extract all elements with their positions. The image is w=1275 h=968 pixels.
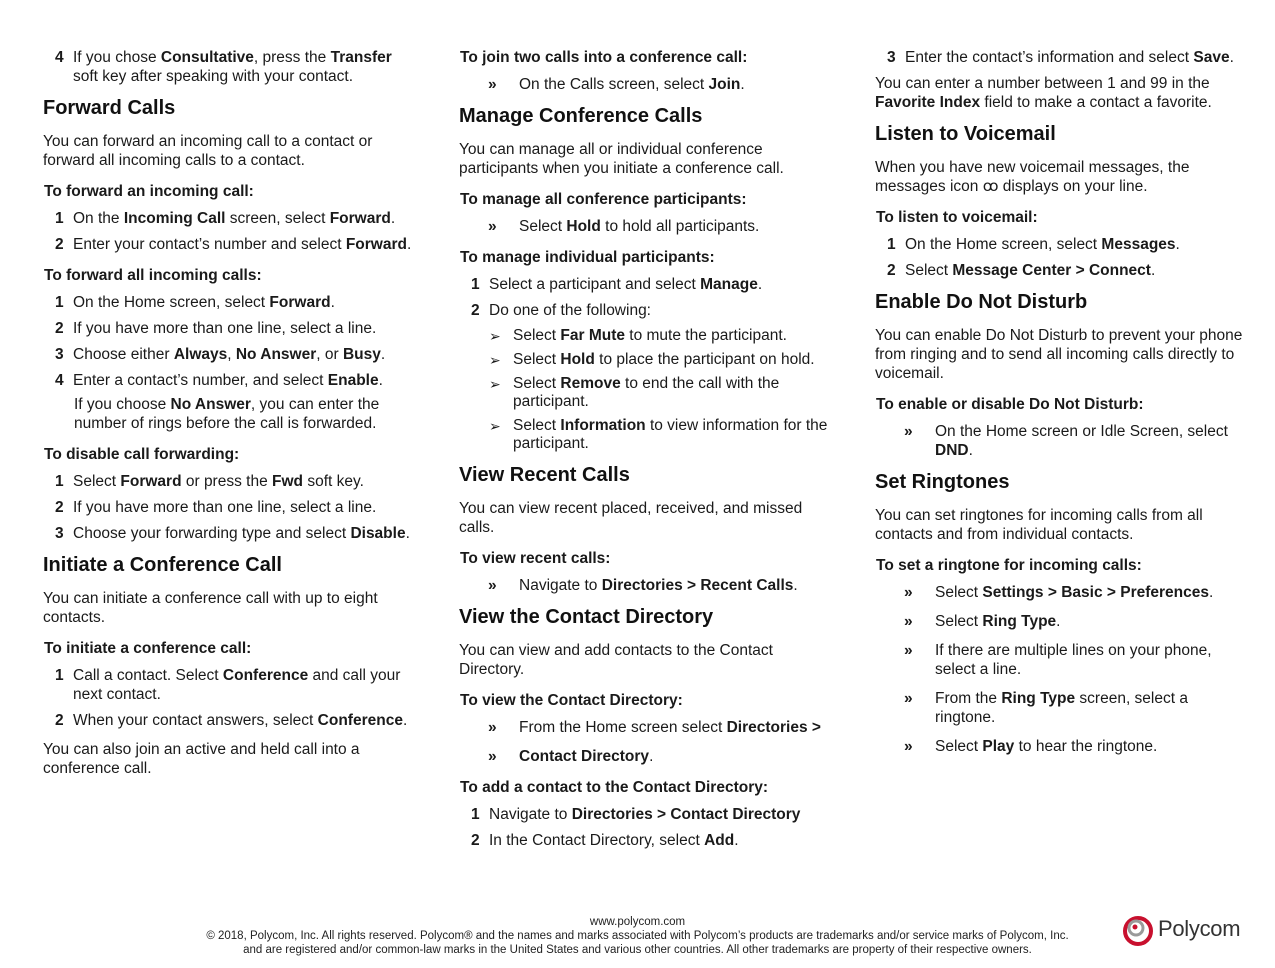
procedure-title: To enable or disable Do Not Disturb: [876,396,1144,413]
bullet-step: » Select Play to hear the ringtone. [904,738,1158,755]
procedure-title: To forward an incoming call: [44,183,254,200]
procedure-title: To listen to voicemail: [876,209,1038,226]
numbered-step: 2 In the Contact Directory, select Add. [471,832,739,849]
polycom-logo-icon [1122,914,1156,948]
numbered-step: 3 Enter the contact’s information and select Save. [887,49,1234,66]
numbered-step: 4 If you chose Consultative, press the Transfer soft key after speaking with your contact. [55,49,392,85]
procedure-title: To forward all incoming calls: [44,267,262,284]
bullet-step: » Navigate to Directories > Recent Calls. [488,577,798,594]
numbered-step: 1 On the Incoming Call screen, select Forward. [55,210,396,227]
numbered-step: 1 On the Home screen, select Forward. [55,294,335,311]
column-2 [459,48,831,857]
numbered-step: 2 Enter your contact’s number and select Forward. [55,236,412,253]
sub-step: ➢ Select Far Mute to mute the participant. [489,327,787,344]
procedure-title: To add a contact to the Contact Directory: [460,779,769,796]
procedure-title: To manage all conference participants: [460,191,747,208]
column-1 [43,48,415,788]
numbered-step: 1 Call a contact. Select Conference and call your next contact. [55,667,401,703]
section-heading-conference: Initiate a Conference Call [43,554,282,576]
footer-url[interactable]: www.polycom.com [589,916,686,928]
arrow-bullet-icon: ➢ [489,352,501,368]
numbered-step: 1 Select a participant and select Manage. [471,276,763,293]
numbered-step: 2 If you have more than one line, select a line. [55,320,377,337]
procedure-title: To view the Contact Directory: [460,692,683,709]
section-intro: You can manage all or individual conference participants when you initiate a conference call. [459,141,784,177]
bullet-step: » From the Home screen select Directories > [488,719,821,736]
section-heading-forward-calls: Forward Calls [43,97,176,119]
section-heading-ringtones: Set Ringtones [875,471,1010,493]
sub-step: ➢ Select Hold to place the participant on hold. [489,351,815,368]
section-heading-recent-calls: View Recent Calls [459,464,630,486]
section-intro: When you have new voicemail messages, the messages icon ꝏ displays on your line. [875,159,1190,195]
copyright-line: © 2018, Polycom, Inc. All rights reserved. Polycom® and the names and marks associated with Polycom’s products are trademarks and/or service marks of Polycom, Inc. [206,930,1069,942]
numbered-step: 1 Select Forward or press the Fwd soft key. [55,473,364,490]
section-heading-manage-conference: Manage Conference Calls [459,105,703,127]
section-intro: You can initiate a conference call with up to eight contacts. [43,590,378,626]
procedure-title: To disable call forwarding: [44,446,240,463]
favorite-note: You can enter a number between 1 and 99 in the Favorite Index field to make a contact a favorite. [875,75,1212,111]
section-heading-voicemail: Listen to Voicemail [875,123,1056,145]
procedure-title: To initiate a conference call: [44,640,252,657]
arrow-bullet-icon: ➢ [489,376,501,392]
section-heading-dnd: Enable Do Not Disturb [875,291,1088,313]
sub-step: ➢ Select Information to view information for the participant. [489,417,828,452]
section-intro: You can set ringtones for incoming calls from all contacts and from individual contacts. [875,507,1203,543]
procedure-title: To set a ringtone for incoming calls: [876,557,1142,574]
column-3 [875,48,1247,766]
section-intro: You can view and add contacts to the Contact Directory. [459,642,773,678]
step-note: If you choose No Answer, you can enter the number of rings before the call is forwarded. [74,396,380,432]
section-outro: You can also join an active and held call into a conference call. [43,741,360,777]
section-heading-contact-directory: View the Contact Directory [459,606,714,628]
numbered-step: 1 On the Home screen, select Messages. [887,236,1180,253]
section-intro: You can view recent placed, received, and missed calls. [459,500,803,536]
numbered-step: 2 Select Message Center > Connect. [887,262,1156,279]
numbered-step: 4 Enter a contact’s number, and select Enable. [55,372,383,389]
procedure-title: To manage individual participants: [460,249,715,266]
bullet-step: » Contact Directory. [488,748,654,765]
logo-wordmark: Polycom [1158,916,1241,941]
copyright-line: and are registered and/or common-law marks in the United States and various other countries. All other trademarks are property of their respective owners. [243,944,1032,956]
numbered-step: 2 Do one of the following: [471,302,651,319]
numbered-step: 2 If you have more than one line, select a line. [55,499,377,516]
procedure-title: To join two calls into a conference call: [460,49,748,66]
procedure-title: To view recent calls: [460,550,611,567]
section-intro: You can forward an incoming call to a contact or forward all incoming calls to a contact. [43,133,373,169]
numbered-step: 3 Choose either Always, No Answer, or Busy. [55,346,386,363]
bullet-step: » Select Settings > Basic > Preferences. [904,584,1214,601]
polycom-logo [1122,914,1252,954]
footer [0,915,1275,957]
numbered-step: 3 Choose your forwarding type and select Disable. [55,525,410,542]
section-intro: You can enable Do Not Disturb to prevent your phone from ringing and to send all incoming calls directly to voicemail. [875,327,1243,382]
bullet-step: » If there are multiple lines on your phone, select a line. [904,642,1212,678]
arrow-bullet-icon: ➢ [489,328,501,344]
numbered-step: 1 Navigate to Directories > Contact Directory [471,806,801,823]
sub-step: ➢ Select Remove to end the call with the participant. [489,375,780,410]
arrow-bullet-icon: ➢ [489,418,501,434]
bullet-step: » Select Hold to hold all participants. [488,218,760,235]
voicemail-icon: ꝏ [982,178,999,195]
bullet-step: » On the Calls screen, select Join. [488,76,745,93]
bullet-step: » On the Home screen or Idle Screen, select DND. [904,423,1228,459]
bullet-step: » Select Ring Type. [904,613,1061,630]
bullet-step: » From the Ring Type screen, select a ringtone. [904,690,1188,726]
numbered-step: 2 When your contact answers, select Conference. [55,712,408,729]
